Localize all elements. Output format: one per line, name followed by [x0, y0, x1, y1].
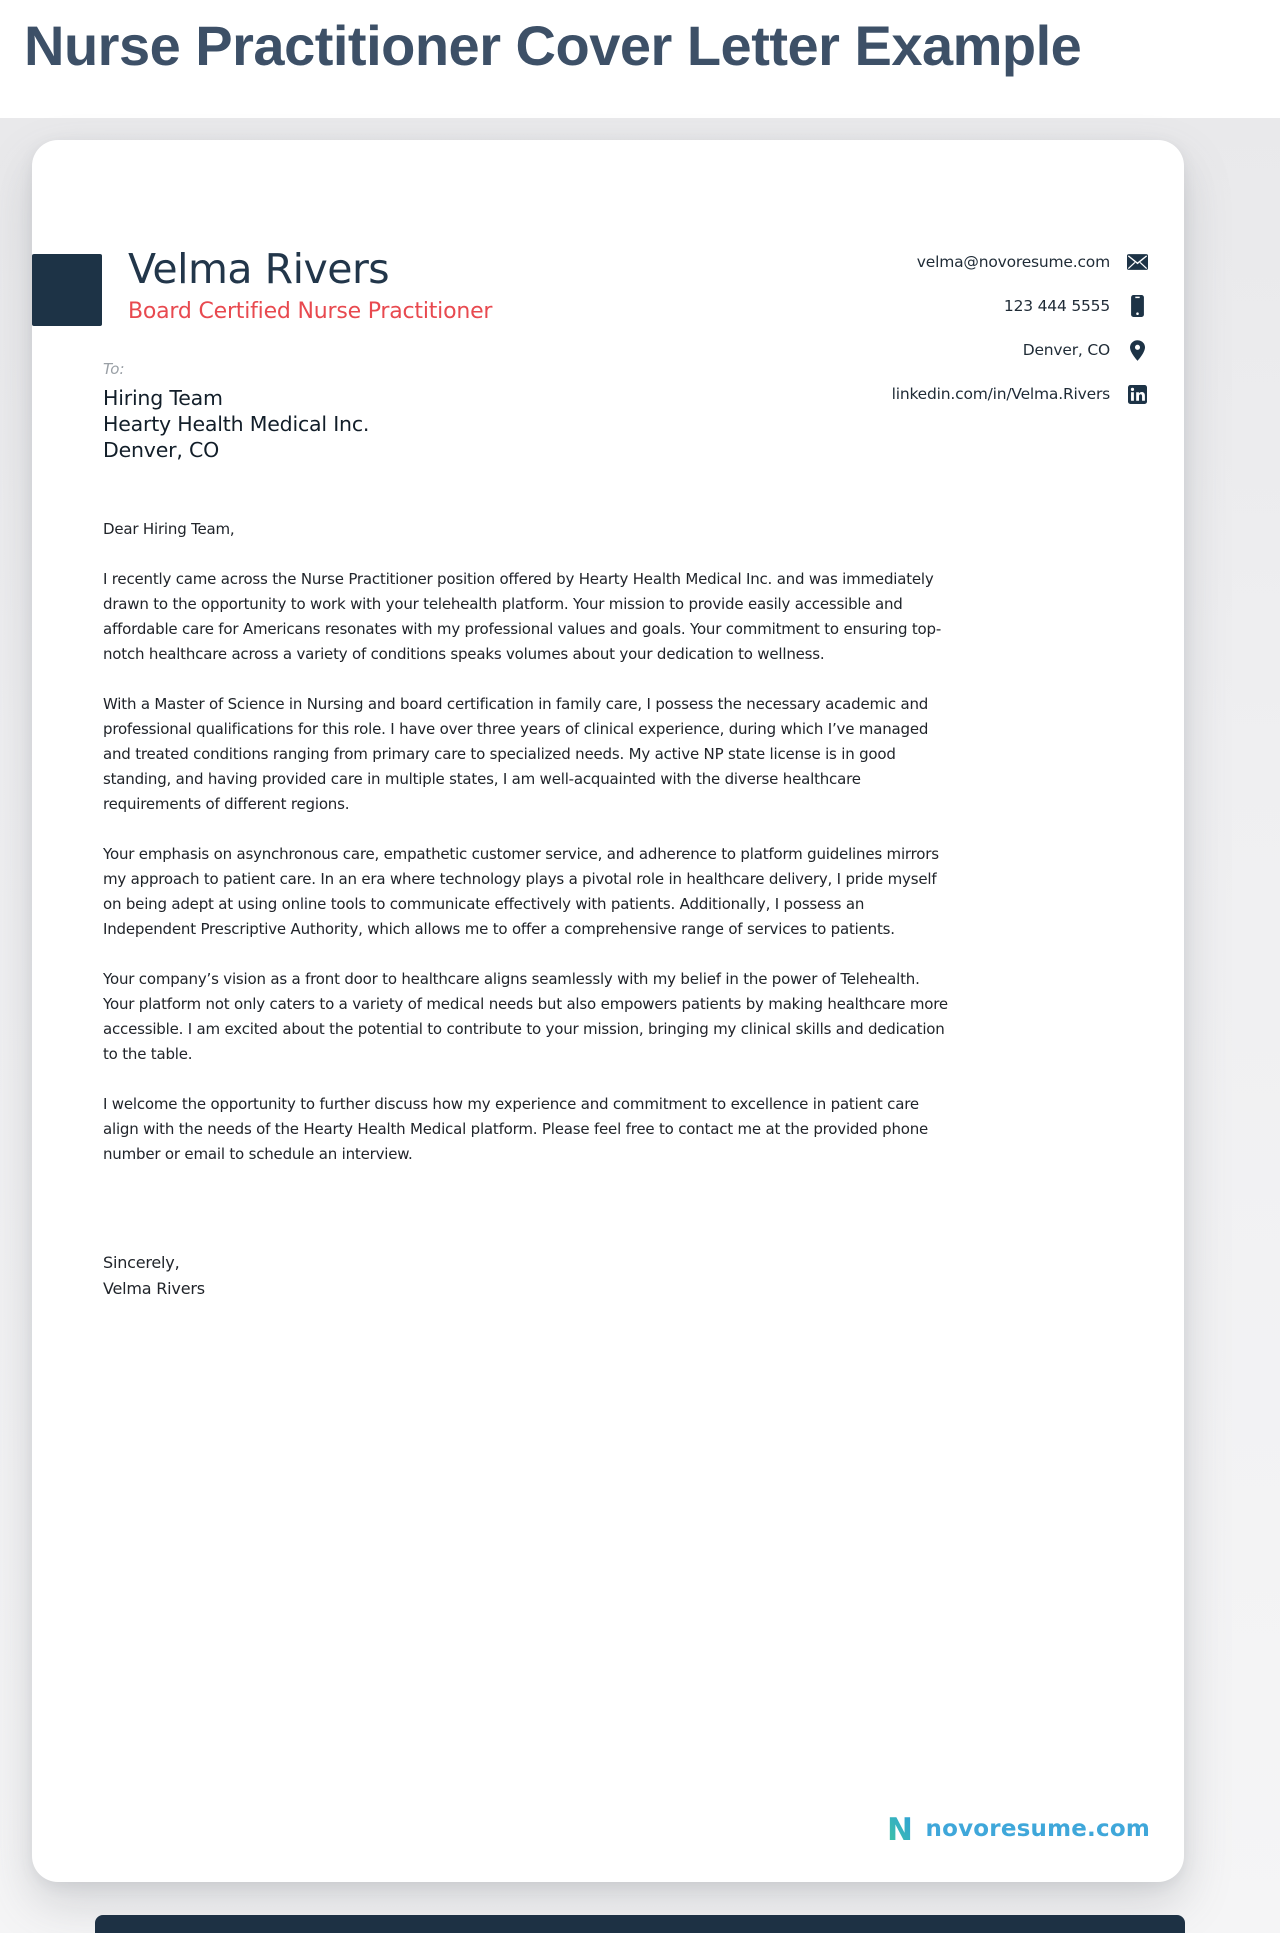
closing: Sincerely, — [103, 1253, 180, 1272]
contact-info — [892, 252, 1148, 428]
paragraph-3: Your emphasis on asynchronous care, empathetic customer service, and adherence to platform guidelines mirrors my approach to patient care. In an era where technology plays a pivotal role in healthcare delivery, I pride myself on being adept at using online tools to communicate effectively with patients. Additionally, I possess an Independent Prescriptive Authority, which allows me to offer a comprehensive range of services to patients. — [103, 845, 939, 938]
letter-body — [103, 517, 948, 1192]
contact-phone: 123 444 5555 — [1003, 297, 1110, 315]
novoresume-n-icon — [883, 1812, 917, 1846]
cover-letter-card — [32, 140, 1184, 1882]
location-pin-icon — [1126, 339, 1148, 361]
contact-linkedin: linkedin.com/in/Velma.Rivers — [891, 385, 1110, 403]
recipient-name: Hiring Team — [103, 386, 223, 410]
salutation: Dear Hiring Team, — [103, 520, 235, 538]
letter-header — [128, 244, 492, 326]
recipient-block — [103, 360, 369, 463]
contact-row-location — [892, 340, 1148, 360]
contact-row-phone — [892, 296, 1148, 316]
closing-block — [103, 1250, 205, 1302]
signature: Velma Rivers — [103, 1279, 205, 1298]
paragraph-1: I recently came across the Nurse Practitioner position offered by Hearty Health Medical Inc. and was immediately drawn to the opportunity to work with your telehealth platform. Your mission to provide easily accessible and affordable care for Americans resonates with my professional values and goals. Your commitment to ensuring top-notch healthcare across a variety of conditions speaks volumes about your dedication to wellness. — [103, 570, 942, 663]
novoresume-logo — [883, 1812, 1150, 1846]
paragraph-4: Your company’s vision as a front door to healthcare aligns seamlessly with my belief in the power of Telehealth. Your platform not only caters to a variety of medical needs but also empowers patients by making healthcare more accessible. I am excited about the potential to contribute to your mission, bringing my clinical skills and dedication to the table. — [103, 970, 948, 1063]
linkedin-icon — [1126, 383, 1148, 405]
contact-location: Denver, CO — [1022, 341, 1110, 359]
contact-row-email — [892, 252, 1148, 272]
contact-email: velma@novoresume.com — [916, 253, 1110, 271]
logo-wordmark: novoresume.com — [925, 1816, 1150, 1842]
phone-icon — [1126, 295, 1148, 317]
paragraph-2: With a Master of Science in Nursing and board certification in family care, I possess the necessary academic and professional qualifications for this role. I have over three years of clinical experience, during which I’ve managed and treated conditions ranging from primary care to specialized needs. My active NP state license is in good standing, and having provided care in multiple states, I am well-acquainted with the diverse healthcare requirements of different regions. — [103, 695, 929, 813]
to-label: To: — [103, 360, 125, 378]
contact-row-linkedin — [892, 384, 1148, 404]
svg-text:N: N — [886, 1812, 913, 1846]
paragraph-5: I welcome the opportunity to further discuss how my experience and commitment to excellence in patient care align with the needs of the Hearty Health Medical platform. Please feel free to contact me at the provided phone number or email to schedule an interview. — [103, 1095, 929, 1163]
candidate-name: Velma Rivers — [128, 245, 390, 293]
accent-square — [32, 254, 102, 326]
next-section-edge — [95, 1915, 1185, 1933]
recipient-company: Hearty Health Medical Inc. — [103, 412, 370, 436]
page-title: Nurse Practitioner Cover Letter Example — [24, 14, 1082, 77]
candidate-job-title: Board Certified Nurse Practitioner — [128, 299, 493, 324]
recipient-location: Denver, CO — [103, 438, 220, 462]
email-icon — [1126, 251, 1148, 273]
